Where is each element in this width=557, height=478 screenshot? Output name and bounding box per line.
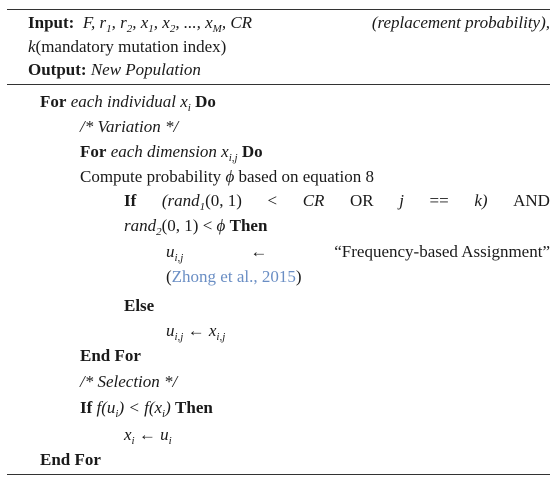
assign-arrow: ← — [134, 425, 161, 444]
for-keyword: For — [40, 92, 67, 111]
if-keyword: If — [124, 191, 137, 210]
top-rule — [7, 9, 550, 10]
x-ij: $x_{i,j}$ — [208, 321, 226, 343]
selection-condition: $f(u_i) < f(x_i)$ — [96, 398, 171, 420]
assign-arrow: ← — [250, 242, 268, 261]
then-keyword: Then — [229, 216, 268, 235]
phi-symbol: ϕ — [225, 167, 235, 186]
input-k-description: (mandatory mutation index) — [35, 37, 227, 56]
input-params: F, $r_1$, $r_2$, $x_1$, $x_2$, ..., $x_M$, CR — [82, 13, 253, 35]
phi-symbol: ϕ — [216, 216, 226, 235]
less-than: < — [267, 191, 278, 210]
compute-line — [80, 167, 374, 189]
compute-rest: based on equation 8 — [234, 167, 374, 186]
j-symbol: j — [399, 191, 404, 210]
rand2-expr: rand$_2$ — [124, 216, 162, 238]
cr-symbol: CR — [302, 191, 325, 210]
citation-link[interactable]: Zhong et al., 2015 — [171, 267, 296, 286]
selection-comment — [80, 372, 177, 394]
variation-comment-text: /* Variation */ — [80, 117, 179, 136]
assign-copy-line — [166, 321, 225, 343]
middle-rule — [7, 84, 550, 85]
assign-selection-line — [124, 425, 172, 447]
compute-text: Compute probability — [80, 167, 226, 186]
if-keyword: If — [80, 398, 93, 417]
input-cr-description: (replacement probability), — [371, 13, 550, 32]
for-individual-line — [40, 92, 216, 114]
output-label: Output: — [28, 60, 87, 79]
u-ij: $u_{i,j}$ — [166, 242, 184, 264]
input-line-2 — [28, 37, 226, 59]
end-for-inner-line — [80, 346, 141, 368]
selection-comment-text: /* Selection */ — [80, 372, 178, 391]
assign-frequency-line — [166, 242, 550, 264]
u-i: $u_i$ — [160, 425, 172, 447]
do-keyword: Do — [195, 92, 216, 111]
if-condition-line-2 — [124, 216, 267, 238]
for-dimension-text: each dimension $x_{i,j}$ — [110, 142, 238, 164]
input-k: k — [28, 37, 36, 56]
citation-open: ( — [166, 267, 172, 286]
rand1-expr: (rand$_1$(0, 1) — [161, 191, 242, 213]
k-symbol: k) — [474, 191, 488, 210]
else-line — [124, 296, 154, 318]
for-keyword: For — [80, 142, 107, 161]
if-selection-line — [80, 398, 213, 420]
end-for-keyword: End For — [80, 346, 141, 365]
or-keyword: OR — [350, 191, 374, 210]
and-keyword: AND — [513, 191, 550, 210]
do-keyword: Do — [241, 142, 263, 161]
input-line — [28, 13, 550, 35]
frequency-assignment: “Frequency-based Assignment” — [334, 242, 550, 261]
citation-line — [166, 267, 302, 289]
for-individual-text: each individual $x_i$ — [70, 92, 191, 114]
x-i: $x_i$ — [124, 425, 135, 447]
then-keyword: Then — [175, 398, 213, 417]
input-main — [28, 13, 252, 35]
rand2-args: (0, 1) < — [161, 216, 217, 235]
citation-close: ) — [295, 267, 302, 286]
output-value: New Population — [90, 60, 201, 79]
end-for-keyword: End For — [40, 450, 101, 469]
bottom-rule — [7, 474, 550, 475]
u-ij: $u_{i,j}$ — [166, 321, 184, 343]
equals: == — [429, 191, 449, 210]
end-for-outer-line — [40, 450, 101, 472]
for-dimension-line — [80, 142, 263, 164]
assign-arrow: ← — [183, 321, 209, 340]
if-condition-line — [124, 191, 550, 213]
variation-comment — [80, 117, 178, 139]
else-keyword: Else — [124, 296, 155, 315]
input-label: Input: — [28, 13, 75, 32]
output-line — [28, 60, 201, 82]
